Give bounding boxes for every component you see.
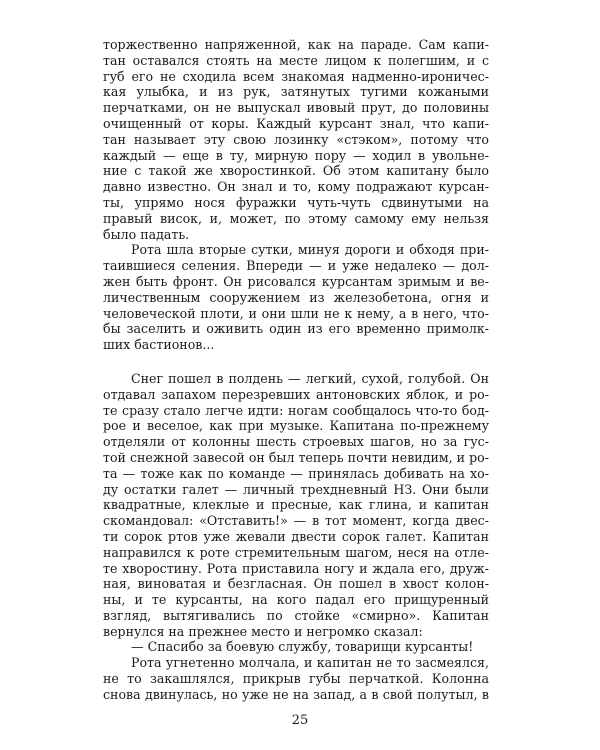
text-line: торжественно напряженной, как на параде. Сам капи- <box>103 37 489 52</box>
paragraph <box>103 242 489 353</box>
text-line: бы заселить и оживить один из его временно примолк- <box>103 321 489 337</box>
paragraph <box>103 37 489 242</box>
text-line: Снег пошел в полдень — легкий, сухой, голубой. Он <box>131 370 489 386</box>
text-line: квадратные, клеклые и пресные, как глина, и капитан <box>103 497 489 513</box>
paragraph <box>103 639 489 655</box>
text-line: тан оставался стоять на месте лицом к полегшим, и с <box>103 52 489 68</box>
text-line: ду остатки галет — личный трехдневный НЗ. Они были <box>103 481 489 497</box>
text-line: очищенный от коры. Каждый курсант знал, что капи- <box>103 115 489 131</box>
text-line: те сразу стало легче идти: ногам сообщалось что-то бод- <box>103 402 489 418</box>
page-number: 25 <box>291 713 309 728</box>
text-line: давно известно. Он знал и то, кому подражают курсан- <box>103 179 489 195</box>
text-line: не то закашлялся, прикрыв губы перчаткой. Колонна <box>103 671 489 687</box>
section-break <box>103 353 489 371</box>
text-line: отдавал запахом перезревших антоновских яблок, и ро- <box>103 386 489 402</box>
text-line: ших бастионов... <box>103 337 215 353</box>
text-line: жен быть фронт. Он рисовался курсантам зримым и ве- <box>103 273 489 289</box>
paragraph <box>103 371 489 640</box>
text-line: человеческой плоти, и они шли не к нему, а в него, что- <box>103 305 489 321</box>
text-line: ты, упрямо нося фуражки чуть-чуть сдвинутыми на <box>103 194 489 210</box>
text-line: те хворостину. Рота приставила ногу и ждала его, друж- <box>103 560 489 576</box>
text-line: правый висок, и, может, по этому самому ему нельзя <box>103 210 489 226</box>
text-line: тан называет эту свою лозинку «стэком», потому что <box>103 131 489 147</box>
text-line: ная, виноватая и безгласная. Он пошел в хвост колон- <box>103 576 489 592</box>
text-line: вернулся на прежнее место и негромко сказал: <box>103 623 423 639</box>
text-line: взгляд, вытягивались по стойке «смирно». Капитан <box>103 607 489 623</box>
text-line: отделяли от колонны шесть строевых шагов, но за гус- <box>103 434 489 450</box>
text-line: перчатками, он не выпускал ивовый прут, до половины <box>103 100 489 116</box>
text-line: губ его не сходила всем знакомая надменно-ироничес- <box>103 68 489 84</box>
text-line: было падать. <box>103 226 190 242</box>
text-line: той снежной завесой он был теперь почти невидим, и ро- <box>103 449 489 465</box>
text-line: скомандовал: «Отставить!» — в тот момент, когда двес- <box>103 513 489 529</box>
text-line: Рота угнетенно молчала, и капитан не то засмеялся, <box>131 655 489 671</box>
book-page-text <box>103 37 489 703</box>
text-line: — Спасибо за боевую службу, товарищи курсанты! <box>131 639 474 655</box>
text-line: Рота шла вторые сутки, минуя дороги и обходя при- <box>131 242 489 258</box>
paragraph <box>103 655 489 702</box>
text-line: каждый — еще в ту, мирную пору — ходил в увольне- <box>103 147 489 163</box>
text-line: ние с такой же хворостинкой. Об этом капитану было <box>103 163 489 179</box>
text-line: снова двинулась, но уже не на запад, а в свой полутыл, в <box>103 686 489 702</box>
text-line: ти сорок ртов уже жевали двести сорок галет. Капитан <box>103 528 489 544</box>
text-line: рое и веселое, как при музыке. Капитана по-прежнему <box>103 418 489 434</box>
text-line: таившиеся селения. Впереди — и уже недалеко — дол- <box>103 258 489 274</box>
text-line: личественным сооружением из железобетона, огня и <box>103 289 489 305</box>
text-line: направился к роте стремительным шагом, неся на отле- <box>103 544 489 560</box>
text-line: та — тоже как по команде — принялась добивать на хо- <box>103 465 489 481</box>
text-line: кая улыбка, и из рук, затянутых тугими кожаными <box>103 84 489 100</box>
text-line: ны, и те курсанты, на кого падал его прищуренный <box>103 592 489 608</box>
